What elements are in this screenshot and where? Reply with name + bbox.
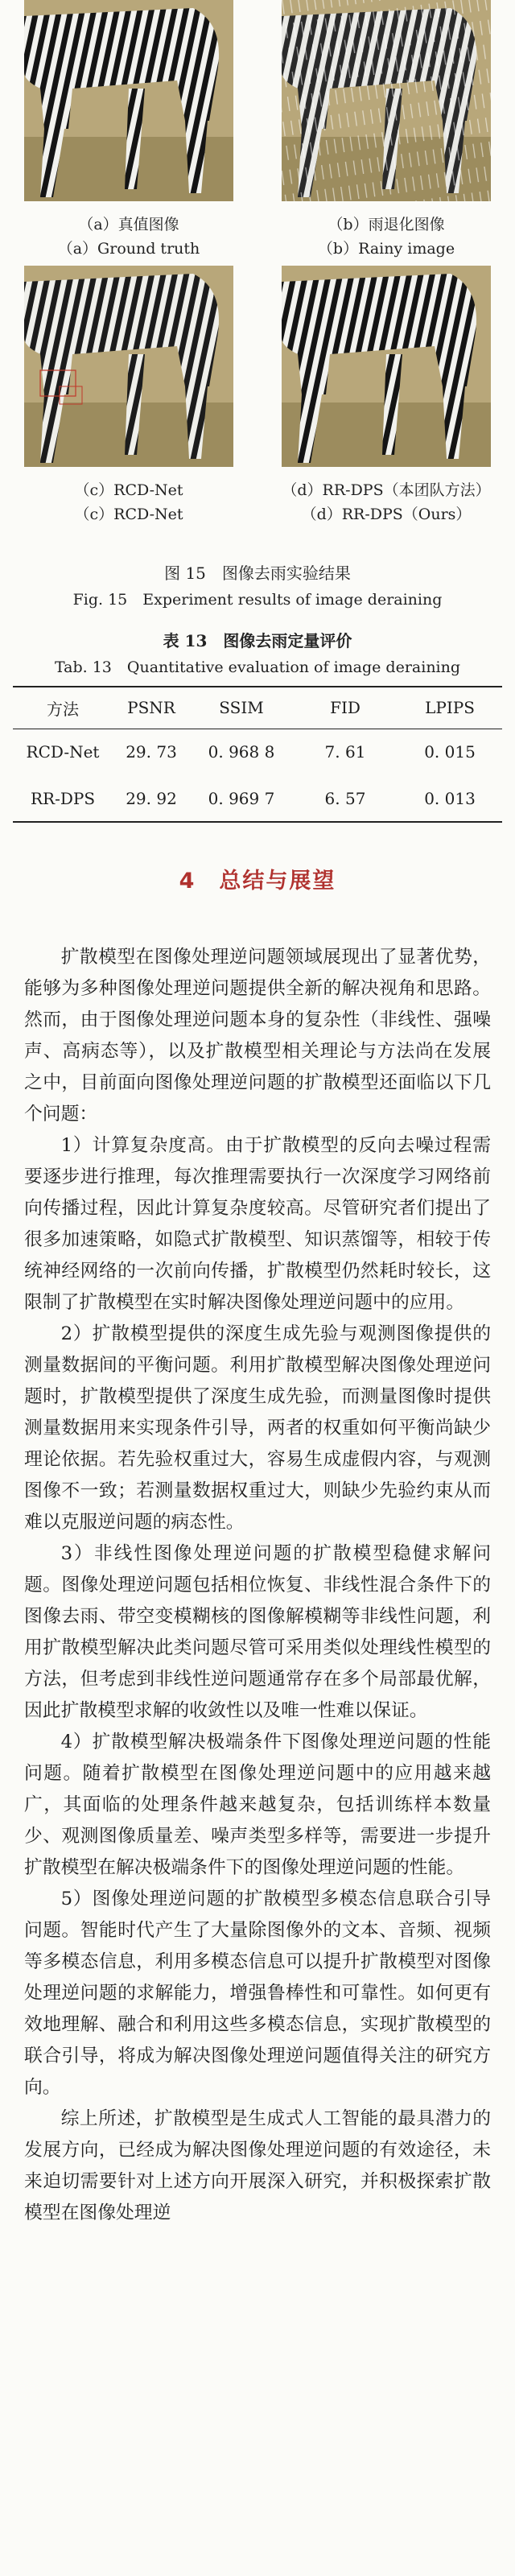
table-row <box>13 729 502 775</box>
zebra-picture <box>24 0 233 201</box>
table-cell: 6. 57 <box>293 775 398 822</box>
table-header-cell: PSNR <box>113 687 190 729</box>
paragraph: 扩散模型在图像处理逆问题领域展现出了显著优势，能够为多种图像处理逆问题提供全新的解决视角和思路。然而，由于图像处理逆问题本身的复杂性（非线性、强噪声、高病态等），以及扩散模型相关理论与方法尚在发展之中，目前面向图像处理逆问题的扩散模型还面临以下几个问题： <box>24 947 491 1125</box>
paragraph: 3）非线性图像处理逆问题的扩散模型稳健求解问题。图像处理逆问题包括相位恢复、非线性混合条件下的图像去雨、带空变模糊核的图像解模糊等非线性问题，利用扩散模型解决此类问题尽管可采用类似处理线性模型的方法，但考虑到非线性逆问题通常存在多个局部最优解，因此扩散模型求解的收敛性以及唯一性难以保证。 <box>24 1543 491 1721</box>
panel-rainy-image <box>282 0 491 261</box>
paragraph: 4）扩散模型解决极端条件下图像处理逆问题的性能问题。随着扩散模型在图像处理逆问题中的应用越来越广，其面临的处理条件越来越复杂，包括训练样本数量少、观测图像质量差、噪声类型多样等，需要进一步提升扩散模型在解决极端条件下的图像处理逆问题的性能。 <box>24 1732 491 1878</box>
paragraph: 综上所述，扩散模型是生成式人工智能的最具潜力的发展方向，已经成为解决图像处理逆问题的有效途径，未来迫切需要针对上述方向开展深入研究，并积极探索扩散模型在图像处理逆 <box>24 2108 491 2223</box>
table-cell: 7. 61 <box>324 742 366 762</box>
panel-caption-cn: （c）RCD-Net <box>74 481 183 499</box>
table-title-en: Tab. 13 Quantitative evaluation of image deraining <box>54 658 461 676</box>
quantitative-table <box>13 686 502 823</box>
panel-caption-cn: （d）RR-DPS（本团队方法） <box>282 481 491 499</box>
table-title-cn: 表 13 图像去雨定量评价 <box>163 631 352 650</box>
table-cell: 29. 92 <box>113 775 190 822</box>
zebra-picture <box>282 0 491 201</box>
table-header-cell: 方法 <box>13 687 113 729</box>
figure-title-cn: 图 15 图像去雨实验结果 <box>164 564 351 583</box>
table-cell: RCD-Net <box>26 742 100 762</box>
table-row <box>13 775 502 822</box>
paragraph: 5）图像处理逆问题的扩散模型多模态信息联合引导问题。智能时代产生了大量除图像外的文本、音频、视频等多模态信息，利用多模态信息可以提升扩散模型对图像处理逆问题的求解能力，增强鲁棒性和可靠性。如何更有效地理解、融合和利用这些多模态信息，实现扩散模型的联合引导，将成为解决图像处理逆问题值得关注的研究方向。 <box>24 1889 491 2098</box>
table-header-cell: SSIM <box>190 687 293 729</box>
panel-rcd-net <box>24 266 233 526</box>
table-cell: 0. 015 <box>424 742 476 762</box>
panel-ground-truth <box>24 0 233 261</box>
zebra-picture <box>24 266 233 467</box>
zebra-picture <box>282 266 491 467</box>
table-header-row <box>13 687 502 729</box>
panel-caption-en: （b）Rainy image <box>317 240 455 258</box>
zebra-image-rcd-net <box>24 266 233 467</box>
table-header-cell: LPIPS <box>398 687 502 729</box>
zebra-image-rr-dps <box>282 266 491 467</box>
table-cell: 29. 73 <box>126 742 177 762</box>
paragraph: 2）扩散模型提供的深度生成先验与观测图像提供的测量数据间的平衡问题。利用扩散模型解决图像处理逆问题时，扩散模型提供了深度生成先验，而测量图像时提供测量数据用来实现条件引导，两者的权重如何平衡尚缺少理论依据。若先验权重过大，容易生成虚假内容，与观测图像不一致；若测量数据权重过大，则缺少先验约束从而难以克服逆问题的病态性。 <box>24 1323 491 1533</box>
figure-title-en: Fig. 15 Experiment results of image deraining <box>72 591 443 609</box>
table-cell: RR-DPS <box>13 775 113 822</box>
panel-caption-cn: （a）真值图像 <box>78 216 179 233</box>
table-cell: 0. 013 <box>398 775 502 822</box>
panel-caption-en: （d）RR-DPS（Ours） <box>301 506 472 523</box>
table-cell: 0. 968 8 <box>208 742 275 762</box>
paragraph: 1）计算复杂度高。由于扩散模型的反向去噪过程需要逐步进行推理，每次推理需要执行一次深度学习网络前向传播过程，因此计算复杂度较高。尽管研究者们提出了很多加速策略，如隐式扩散模型、知识蒸馏等，相较于传统神经网络的一次前向传播，扩散模型仍然耗时较长，这限制了扩散模型在实时解决图像处理逆问题中的应用。 <box>24 1135 491 1313</box>
panel-caption-en: （c）RCD-Net <box>74 506 183 523</box>
zebra-image-ground-truth <box>24 0 233 201</box>
section-body <box>24 942 491 2229</box>
zebra-image-rainy <box>282 0 491 201</box>
panel-caption-en: （a）Ground truth <box>57 240 200 258</box>
panel-rr-dps <box>282 266 491 526</box>
table-header-cell: FID <box>293 687 398 729</box>
panel-caption-cn: （b）雨退化图像 <box>328 216 445 233</box>
section-heading: 4 总结与展望 <box>179 869 336 894</box>
table-cell: 0. 969 7 <box>190 775 293 822</box>
